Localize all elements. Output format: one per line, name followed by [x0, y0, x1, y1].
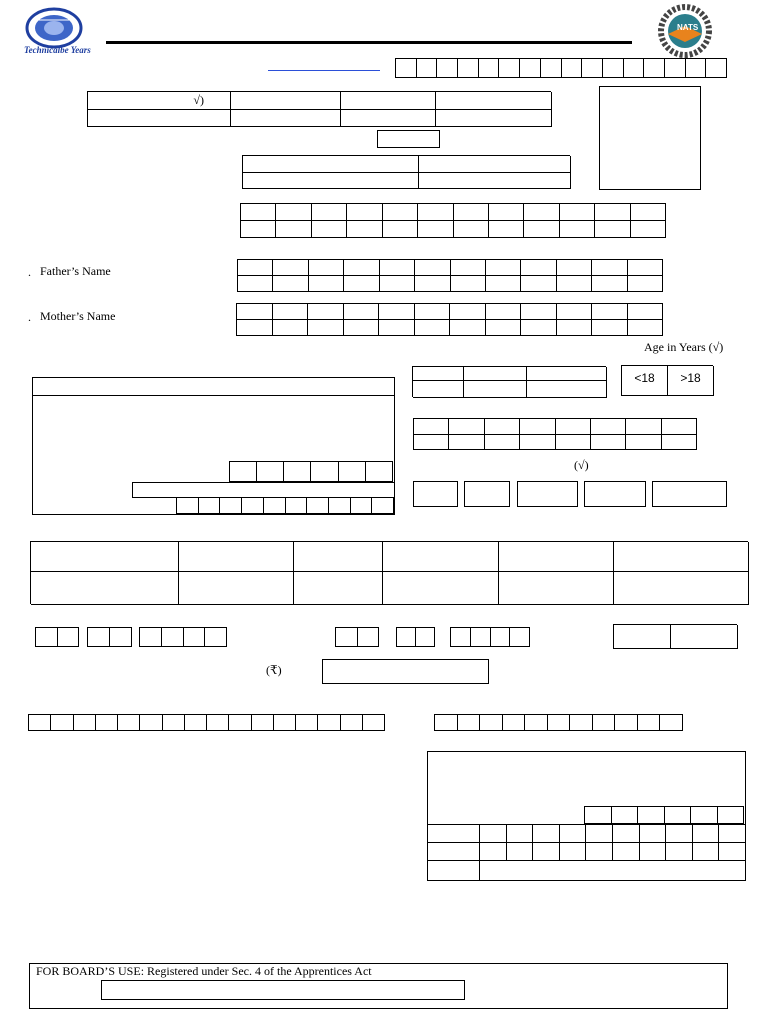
qualification-table[interactable] [30, 541, 748, 604]
end-month-boxes[interactable] [396, 627, 435, 647]
link-underline [268, 70, 380, 71]
fathers-name-label: Father’s Name [40, 264, 111, 278]
option-box-4[interactable] [584, 481, 646, 507]
category-table[interactable] [87, 91, 551, 127]
nats-logo [650, 4, 720, 58]
end-year-boxes[interactable] [450, 627, 530, 647]
registration-number-boxes[interactable] [395, 58, 727, 78]
option-box-1[interactable] [413, 481, 458, 507]
date-digit-boxes[interactable] [413, 418, 697, 450]
age-under-18[interactable]: <18 [622, 366, 668, 396]
mothers-name-boxes[interactable] [236, 303, 663, 336]
bullet: . [28, 265, 31, 279]
small-code-box[interactable] [377, 130, 440, 148]
candidate-name-boxes[interactable] [240, 203, 666, 238]
account-number-boxes[interactable] [28, 714, 385, 731]
photo-box[interactable] [599, 86, 701, 190]
option-box-3[interactable] [517, 481, 578, 507]
bank-branch-row[interactable] [427, 860, 746, 881]
ifsc-code-boxes[interactable] [434, 714, 683, 731]
duration-boxes[interactable] [613, 624, 737, 649]
stipend-amount-box[interactable] [322, 659, 489, 684]
start-year-boxes[interactable] [139, 627, 227, 647]
rupee-label: (₹) [266, 663, 282, 677]
option-box-2[interactable] [464, 481, 510, 507]
bank-code-boxes[interactable] [584, 806, 744, 824]
registration-number-field[interactable] [101, 980, 465, 1000]
tick-label: (√) [574, 458, 589, 472]
start-day-boxes[interactable] [35, 627, 79, 647]
start-month-boxes[interactable] [87, 627, 132, 647]
pin-code-boxes[interactable] [229, 461, 393, 482]
age-over-18[interactable]: >18 [668, 366, 714, 396]
header-rule [106, 41, 632, 44]
two-column-table[interactable] [242, 155, 570, 189]
nats-logo-text: NATS [677, 23, 699, 32]
option-box-5[interactable] [652, 481, 727, 507]
end-day-boxes[interactable] [335, 627, 379, 647]
category-tick-label: √) [193, 92, 204, 107]
bullet: . [28, 310, 31, 324]
date-of-birth-table[interactable] [412, 366, 606, 397]
age-choice-table[interactable] [621, 365, 713, 396]
mothers-name-label: Mother’s Name [40, 309, 116, 323]
address-header-rule [32, 395, 395, 396]
institute-logo [18, 6, 91, 58]
boards-use-label: FOR BOARD’S USE: Registered under Sec. 4 of the Apprentices Act [36, 964, 372, 978]
age-label: Age in Years (√) [644, 340, 724, 354]
phone-number-boxes[interactable] [176, 497, 394, 514]
institute-motto: Technicalbe Years [24, 45, 91, 55]
bank-details-table[interactable] [427, 824, 746, 861]
address-line-box[interactable] [132, 482, 395, 498]
fathers-name-boxes[interactable] [237, 259, 663, 292]
